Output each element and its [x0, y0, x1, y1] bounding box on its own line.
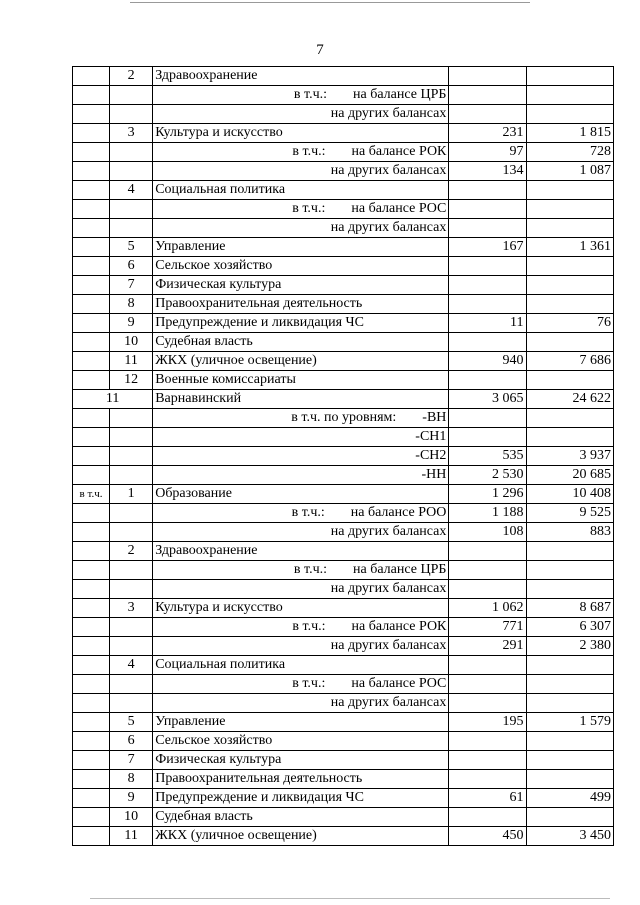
sub-label: на балансе ЦРБ	[353, 87, 447, 102]
group-cell	[73, 713, 110, 732]
value-1-cell	[449, 561, 526, 580]
value-1-cell: 291	[449, 637, 526, 656]
value-2-cell	[526, 428, 613, 447]
sub-row	[73, 675, 614, 694]
item-name-cell: Культура и искусство	[153, 599, 449, 618]
sub-row	[73, 86, 614, 105]
group-cell	[73, 523, 110, 542]
value-2-cell: 9 525	[526, 504, 613, 523]
item-number-cell: 7	[110, 276, 153, 295]
value-2-cell	[526, 542, 613, 561]
item-number-cell: 5	[110, 713, 153, 732]
table-row	[73, 333, 614, 352]
value-2-cell	[526, 219, 613, 238]
item-number-cell	[110, 523, 153, 542]
table-row	[73, 770, 614, 789]
table-row	[73, 827, 614, 846]
item-name-cell: Сельское хозяйство	[153, 257, 449, 276]
value-2-cell	[526, 371, 613, 390]
value-1-cell: 97	[449, 143, 526, 162]
item-number-cell	[110, 561, 153, 580]
sub-label-cell	[153, 105, 449, 124]
sub-row	[73, 447, 614, 466]
value-1-cell	[449, 105, 526, 124]
sub-label: на других балансах	[330, 220, 447, 235]
sub-row	[73, 561, 614, 580]
sub-row	[73, 580, 614, 599]
sub-label-cell	[153, 580, 449, 599]
group-cell	[73, 428, 110, 447]
value-1-cell	[449, 371, 526, 390]
value-2-cell: 7 686	[526, 352, 613, 371]
value-1-cell: 167	[449, 238, 526, 257]
value-2-cell	[526, 295, 613, 314]
item-name-cell: ЖКХ (уличное освещение)	[153, 352, 449, 371]
item-name-cell: Здравоохранение	[153, 542, 449, 561]
sub-label: на других балансах	[330, 695, 447, 710]
table-row	[73, 808, 614, 827]
value-1-cell: 195	[449, 713, 526, 732]
value-2-cell: 728	[526, 143, 613, 162]
group-cell	[73, 371, 110, 390]
item-number-cell: 1	[110, 485, 153, 504]
sub-label: -СН1	[415, 429, 447, 444]
group-cell	[73, 656, 110, 675]
value-2-cell: 883	[526, 523, 613, 542]
value-1-cell: 535	[449, 447, 526, 466]
sub-row	[73, 523, 614, 542]
value-1-cell: 134	[449, 162, 526, 181]
item-number-cell: 4	[110, 656, 153, 675]
sub-row	[73, 428, 614, 447]
value-1-cell: 2 530	[449, 466, 526, 485]
value-1-cell: 450	[449, 827, 526, 846]
group-cell	[73, 238, 110, 257]
value-1-cell	[449, 86, 526, 105]
item-number-cell: 2	[110, 67, 153, 86]
group-cell	[73, 67, 110, 86]
value-1-cell	[449, 580, 526, 599]
group-cell	[73, 542, 110, 561]
group-cell	[73, 181, 110, 200]
item-number-cell: 12	[110, 371, 153, 390]
item-number-cell	[110, 219, 153, 238]
group-cell	[73, 295, 110, 314]
value-2-cell	[526, 770, 613, 789]
table-row	[73, 713, 614, 732]
value-2-cell: 1 579	[526, 713, 613, 732]
table-row	[73, 352, 614, 371]
value-1-cell: 3 065	[449, 390, 526, 409]
sub-prefix: в т.ч.:	[293, 87, 327, 102]
table-row	[73, 656, 614, 675]
item-number-cell: 9	[110, 789, 153, 808]
group-cell	[73, 314, 110, 333]
group-cell	[73, 86, 110, 105]
sub-row	[73, 694, 614, 713]
sub-prefix: в т.ч.:	[292, 201, 326, 216]
value-2-cell	[526, 409, 613, 428]
table-row	[73, 238, 614, 257]
value-2-cell	[526, 333, 613, 352]
sub-label: на балансе ЦРБ	[353, 562, 447, 577]
value-1-cell	[449, 200, 526, 219]
sub-label-cell	[153, 466, 449, 485]
value-2-cell	[526, 257, 613, 276]
item-name-cell: Социальная политика	[153, 181, 449, 200]
item-name-cell: Предупреждение и ликвидация ЧС	[153, 789, 449, 808]
table-row	[73, 542, 614, 561]
group-cell	[73, 751, 110, 770]
value-2-cell	[526, 656, 613, 675]
page-number: 7	[316, 42, 324, 58]
group-cell	[73, 789, 110, 808]
sub-row	[73, 200, 614, 219]
item-number-cell: 8	[110, 770, 153, 789]
item-name-cell: Военные комиссариаты	[153, 371, 449, 390]
value-1-cell	[449, 656, 526, 675]
value-1-cell	[449, 181, 526, 200]
value-2-cell: 8 687	[526, 599, 613, 618]
value-2-cell: 6 307	[526, 618, 613, 637]
item-number-cell: 3	[110, 599, 153, 618]
table-row	[73, 789, 614, 808]
group-cell	[73, 143, 110, 162]
group-cell	[73, 732, 110, 751]
value-1-cell	[449, 276, 526, 295]
sub-label: -ВН	[422, 410, 447, 425]
sub-label-cell	[153, 618, 449, 637]
value-1-cell: 1 188	[449, 504, 526, 523]
group-cell	[73, 200, 110, 219]
sub-label-cell	[153, 694, 449, 713]
item-name-cell: Судебная власть	[153, 808, 449, 827]
group-cell: в т.ч.	[73, 485, 110, 504]
item-name-cell: Управление	[153, 238, 449, 257]
group-cell	[73, 409, 110, 428]
sub-row	[73, 618, 614, 637]
sub-row	[73, 409, 614, 428]
value-1-cell: 231	[449, 124, 526, 143]
item-number-cell	[110, 504, 153, 523]
value-1-cell	[449, 219, 526, 238]
item-number-cell: 7	[110, 751, 153, 770]
value-2-cell: 20 685	[526, 466, 613, 485]
scan-edge-line	[130, 2, 530, 3]
value-2-cell: 499	[526, 789, 613, 808]
item-name-cell: Судебная власть	[153, 333, 449, 352]
sub-label: на других балансах	[330, 106, 447, 121]
value-2-cell	[526, 86, 613, 105]
value-1-cell: 1 296	[449, 485, 526, 504]
item-number-cell	[110, 409, 153, 428]
value-2-cell	[526, 67, 613, 86]
value-2-cell: 1 815	[526, 124, 613, 143]
group-cell	[73, 333, 110, 352]
table-row	[73, 67, 614, 86]
group-cell	[73, 618, 110, 637]
sub-row	[73, 143, 614, 162]
item-number-cell: 10	[110, 808, 153, 827]
group-cell	[73, 694, 110, 713]
value-2-cell	[526, 181, 613, 200]
sub-label: на балансе РОК	[351, 619, 447, 634]
item-number-cell: 10	[110, 333, 153, 352]
value-2-cell	[526, 580, 613, 599]
item-number-cell: 3	[110, 124, 153, 143]
sub-row	[73, 105, 614, 124]
group-cell	[73, 770, 110, 789]
value-2-cell: 3 937	[526, 447, 613, 466]
item-name-cell: Культура и искусство	[153, 124, 449, 143]
group-cell	[73, 219, 110, 238]
sub-label-cell	[153, 447, 449, 466]
value-2-cell: 76	[526, 314, 613, 333]
sub-prefix: в т.ч.:	[292, 676, 326, 691]
value-1-cell	[449, 542, 526, 561]
sub-row	[73, 466, 614, 485]
table-row	[73, 732, 614, 751]
table-row	[73, 599, 614, 618]
sub-label-cell	[153, 219, 449, 238]
value-2-cell	[526, 105, 613, 124]
value-1-cell	[449, 333, 526, 352]
sub-label-cell	[153, 428, 449, 447]
item-number-cell: 5	[110, 238, 153, 257]
value-2-cell: 2 380	[526, 637, 613, 656]
sub-prefix: в т.ч.:	[293, 562, 327, 577]
item-name-cell: ЖКХ (уличное освещение)	[153, 827, 449, 846]
group-cell	[73, 352, 110, 371]
sub-label-cell	[153, 409, 449, 428]
group-cell	[73, 827, 110, 846]
group-cell	[73, 599, 110, 618]
value-1-cell	[449, 675, 526, 694]
item-number-cell	[110, 694, 153, 713]
item-number-cell: 9	[110, 314, 153, 333]
table-row	[73, 485, 614, 504]
table-row	[73, 181, 614, 200]
item-number-cell	[110, 86, 153, 105]
sub-prefix: в т.ч.:	[292, 144, 326, 159]
item-number-cell	[110, 428, 153, 447]
district-name-cell: Варнавинский	[153, 390, 449, 409]
sub-label: -НН	[421, 467, 447, 482]
group-cell	[73, 447, 110, 466]
group-cell	[73, 580, 110, 599]
item-name-cell: Сельское хозяйство	[153, 732, 449, 751]
item-name-cell: Социальная политика	[153, 656, 449, 675]
item-name-cell: Управление	[153, 713, 449, 732]
group-cell	[73, 257, 110, 276]
sub-label-cell	[153, 504, 449, 523]
item-number-cell	[110, 466, 153, 485]
sub-row	[73, 219, 614, 238]
item-name-cell: Физическая культура	[153, 751, 449, 770]
sub-row	[73, 504, 614, 523]
sub-label-cell	[153, 637, 449, 656]
item-number-cell	[110, 200, 153, 219]
item-name-cell: Предупреждение и ликвидация ЧС	[153, 314, 449, 333]
value-1-cell	[449, 257, 526, 276]
sub-label: на балансе РОО	[350, 505, 447, 520]
item-number-cell: 8	[110, 295, 153, 314]
sub-label-cell	[153, 675, 449, 694]
value-2-cell: 10 408	[526, 485, 613, 504]
table-row	[73, 295, 614, 314]
item-number-cell: 2	[110, 542, 153, 561]
group-cell	[73, 504, 110, 523]
item-number-cell	[110, 618, 153, 637]
table-row	[73, 124, 614, 143]
sub-label: на балансе РОК	[351, 144, 447, 159]
value-1-cell: 771	[449, 618, 526, 637]
sub-label: на других балансах	[330, 524, 447, 539]
district-number-cell: 11	[73, 390, 153, 409]
sub-label-cell	[153, 86, 449, 105]
item-number-cell: 6	[110, 257, 153, 276]
value-1-cell	[449, 694, 526, 713]
scan-edge-line	[90, 898, 610, 899]
value-2-cell	[526, 675, 613, 694]
value-2-cell	[526, 276, 613, 295]
sub-row	[73, 162, 614, 181]
item-number-cell	[110, 675, 153, 694]
sub-label: на других балансах	[330, 581, 447, 596]
value-1-cell: 61	[449, 789, 526, 808]
group-cell	[73, 124, 110, 143]
item-number-cell	[110, 580, 153, 599]
item-name-cell: Правоохранительная деятельность	[153, 770, 449, 789]
sub-label-cell	[153, 523, 449, 542]
item-number-cell: 4	[110, 181, 153, 200]
group-cell	[73, 105, 110, 124]
group-cell	[73, 276, 110, 295]
value-1-cell	[449, 67, 526, 86]
item-number-cell	[110, 162, 153, 181]
value-2-cell	[526, 732, 613, 751]
sub-label-cell	[153, 162, 449, 181]
group-cell	[73, 637, 110, 656]
item-number-cell	[110, 637, 153, 656]
sub-prefix: в т.ч.:	[291, 505, 325, 520]
item-number-cell	[110, 143, 153, 162]
value-1-cell	[449, 409, 526, 428]
sub-label: на балансе РОС	[351, 201, 447, 216]
table-row	[73, 276, 614, 295]
value-1-cell: 1 062	[449, 599, 526, 618]
sub-label-cell	[153, 143, 449, 162]
value-1-cell	[449, 428, 526, 447]
sub-label: на балансе РОС	[351, 676, 447, 691]
group-cell	[73, 561, 110, 580]
item-name-cell: Физическая культура	[153, 276, 449, 295]
sub-label: на других балансах	[330, 638, 447, 653]
sub-label-cell	[153, 561, 449, 580]
group-cell	[73, 162, 110, 181]
value-1-cell: 11	[449, 314, 526, 333]
sub-prefix: в т.ч. по уровням:	[291, 410, 397, 425]
sub-label-cell	[153, 200, 449, 219]
value-1-cell	[449, 770, 526, 789]
value-2-cell: 1 361	[526, 238, 613, 257]
value-2-cell: 1 087	[526, 162, 613, 181]
value-2-cell	[526, 200, 613, 219]
group-cell	[73, 808, 110, 827]
value-2-cell	[526, 751, 613, 770]
table-row	[73, 314, 614, 333]
table-body	[73, 67, 614, 846]
sub-label: -СН2	[415, 448, 447, 463]
value-2-cell: 24 622	[526, 390, 613, 409]
value-2-cell	[526, 694, 613, 713]
value-2-cell	[526, 808, 613, 827]
value-1-cell	[449, 732, 526, 751]
item-name-cell: Образование	[153, 485, 449, 504]
table-row	[73, 257, 614, 276]
value-1-cell	[449, 295, 526, 314]
district-row	[73, 390, 614, 409]
item-number-cell	[110, 105, 153, 124]
item-number-cell: 11	[110, 352, 153, 371]
sub-row	[73, 637, 614, 656]
item-number-cell: 6	[110, 732, 153, 751]
value-2-cell: 3 450	[526, 827, 613, 846]
table-row	[73, 371, 614, 390]
item-name-cell: Правоохранительная деятельность	[153, 295, 449, 314]
group-cell	[73, 675, 110, 694]
sub-label: на других балансах	[330, 163, 447, 178]
value-2-cell	[526, 561, 613, 580]
value-1-cell: 108	[449, 523, 526, 542]
item-name-cell: Здравоохранение	[153, 67, 449, 86]
item-number-cell	[110, 447, 153, 466]
value-1-cell: 940	[449, 352, 526, 371]
item-number-cell: 11	[110, 827, 153, 846]
sub-prefix: в т.ч.:	[292, 619, 326, 634]
group-cell	[73, 466, 110, 485]
value-1-cell	[449, 808, 526, 827]
value-1-cell	[449, 751, 526, 770]
budget-table	[72, 66, 614, 846]
table-row	[73, 751, 614, 770]
